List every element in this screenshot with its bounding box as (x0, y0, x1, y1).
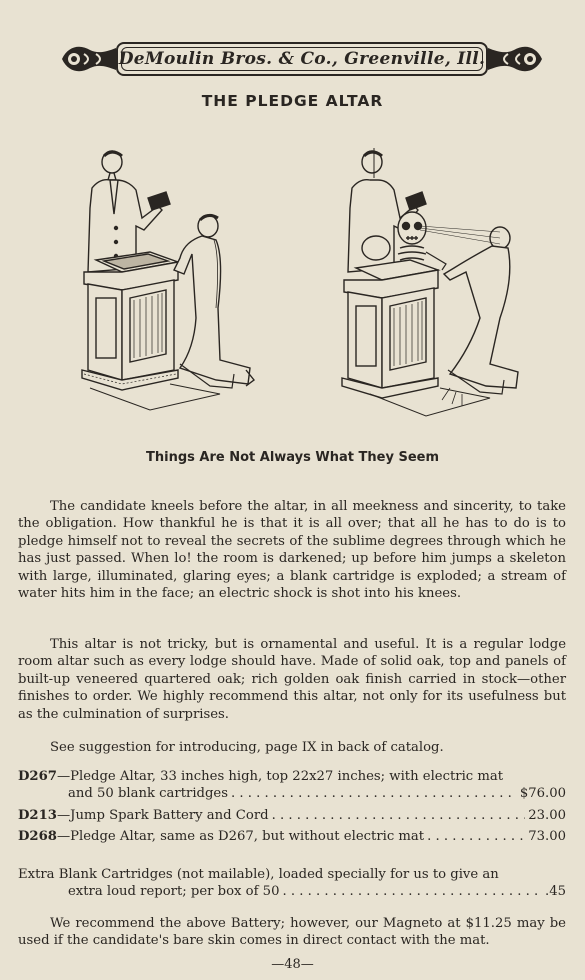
description-paragraph-2: This altar is not tricky, but is ornamental and useful. It is a regular lodge room altar such as every lodge should have. Made of solid oak, top and panels of built-up veneered quartered oak; rich golden oak finish carried in stock—other finishes to order. We highly recommend this altar, not only for its usefulness but as the culmination of surprises. (18, 637, 566, 722)
page-number: —48— (271, 957, 314, 972)
left-scroll-ornament-icon (60, 40, 118, 78)
item-description-cont: and 50 blank cartridges (68, 786, 228, 802)
price-item-d213 (18, 807, 566, 824)
extra-cartridges-item (18, 866, 566, 901)
price-list (18, 768, 566, 850)
price-item-d267 (18, 768, 566, 803)
item-description-cont: extra loud report; per box of 50 (68, 884, 280, 900)
item-price: 73.00 (528, 829, 566, 845)
price-item-d268 (18, 828, 566, 845)
item-code: D213 (18, 807, 57, 823)
right-scroll-ornament-icon (486, 40, 544, 78)
leader-dots (427, 828, 525, 845)
altar-illustration-normal (70, 148, 260, 420)
leader-dots (282, 883, 542, 900)
item-code: D268 (18, 829, 57, 845)
description-paragraph-1: The candidate kneels before the altar, in all meekness and sincerity, to take the obligation. How thankful he is that it is all over; that all he has to do is to pledge himself not to reveal the secrets of the sublime degrees through which he has just passed. When lo! the room is darkened; up before him jumps a skeleton with large, illuminated, glaring eyes; a blank cartridge is exploded; a stream of water hits him in the face; an electric shock is shot into his knees. (18, 499, 566, 602)
item-description: —Jump Spark Battery and Cord (56, 807, 269, 823)
banner-frame (116, 42, 488, 76)
header-banner (60, 40, 544, 78)
leader-dots (231, 785, 517, 802)
item-description: —Pledge Altar, 33 inches high, top 22x27 inches; with electric mat (56, 769, 504, 784)
item-price: $76.00 (519, 786, 566, 802)
item-price: .45 (545, 884, 566, 900)
battery-note: We recommend the above Battery; however, our Magneto at $11.25 may be used if the candidate's bare skin comes in direct contact with the mat. (18, 916, 566, 949)
item-price: 23.00 (528, 807, 566, 823)
illustration-caption: Things Are Not Always What They Seem (146, 450, 439, 465)
item-description: Extra Blank Cartridges (not mailable), loaded specially for us to give an (18, 867, 499, 882)
leader-dots (272, 807, 526, 824)
page-title: THE PLEDGE ALTAR (201, 92, 384, 110)
altar-illustration-surprise (330, 148, 525, 420)
item-description: —Pledge Altar, same as D267, but without electric mat (56, 829, 425, 845)
item-code: D267 (18, 769, 57, 784)
publisher-name: DeMoulin Bros. & Co., Greenville, Ill. (118, 49, 486, 69)
catalog-suggestion: See suggestion for introducing, page IX in back of catalog. (50, 740, 444, 755)
